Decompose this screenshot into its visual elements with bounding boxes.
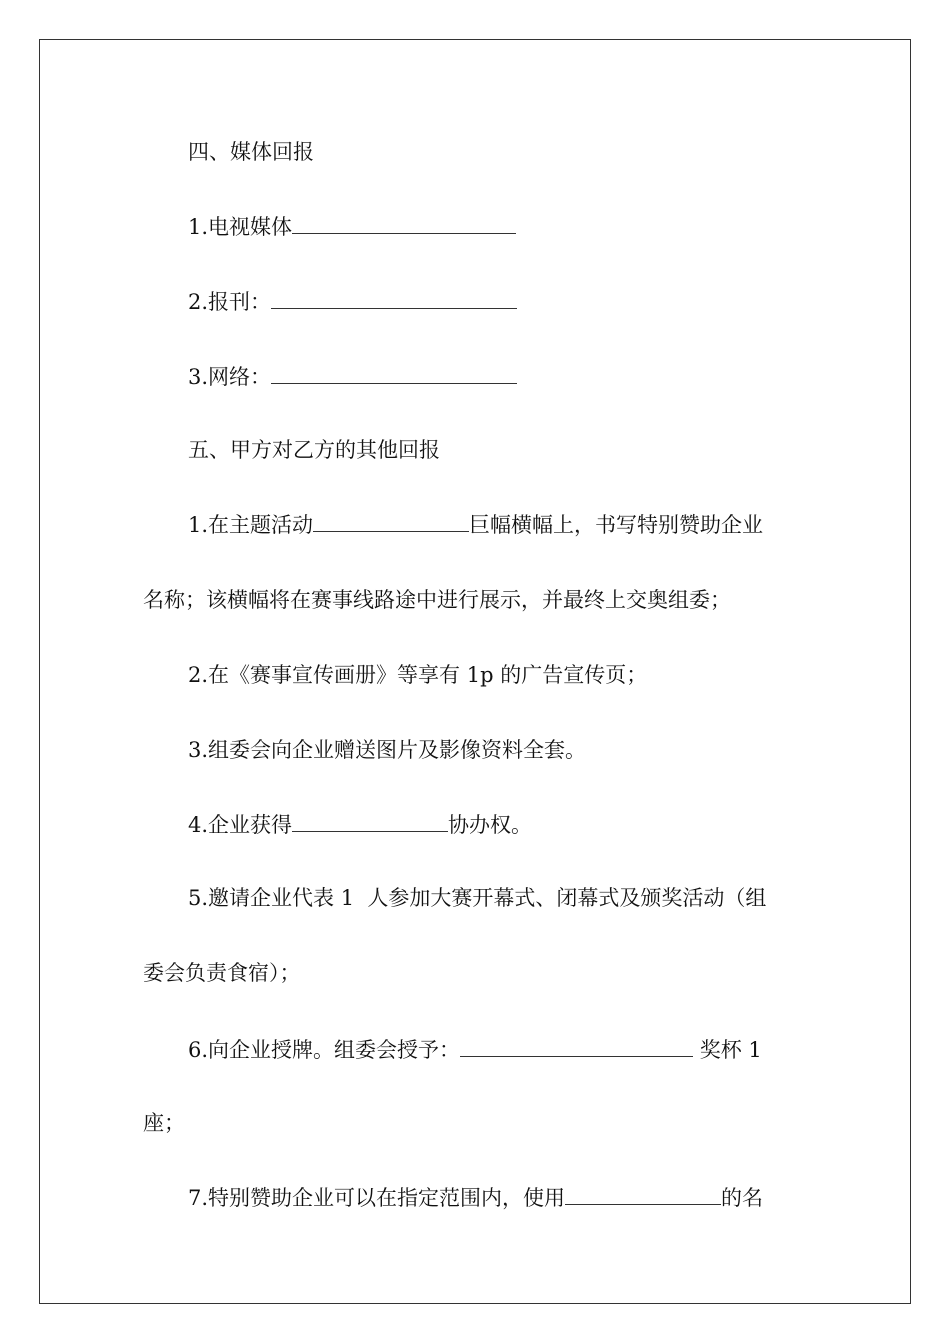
item-1-blank bbox=[313, 511, 469, 532]
item-7-blank bbox=[565, 1184, 721, 1205]
item-6-blank bbox=[460, 1036, 693, 1057]
item-2: 2.在《赛事宣传画册》等享有 1p 的广告宣传页； bbox=[188, 663, 648, 687]
section-4-heading: 四、媒体回报 bbox=[188, 140, 314, 164]
section-5-heading: 五、甲方对乙方的其他回报 bbox=[188, 438, 440, 462]
item-6: 6.向企业授牌。组委会授予： 奖杯 1 bbox=[188, 1038, 762, 1062]
web-blank bbox=[271, 363, 517, 384]
item-7: 7.特别赞助企业可以在指定范围内，使用 的名 bbox=[188, 1186, 764, 1210]
item-1-continuation: 名称；该横幅将在赛事线路途中进行展示，并最终上交奥组委； bbox=[143, 588, 731, 612]
item-4: 4.企业获得 协办权。 bbox=[188, 813, 533, 837]
item-4-blank bbox=[292, 811, 448, 832]
item-1: 1.在主题活动 巨幅横幅上，书写特别赞助企业 bbox=[188, 513, 764, 537]
item-5-continuation: 委会负责食宿）； bbox=[143, 961, 301, 985]
tv-blank bbox=[292, 213, 516, 234]
media-item-print: 2.报刊： bbox=[188, 288, 517, 316]
print-blank bbox=[271, 288, 517, 309]
item-6-continuation: 座； bbox=[143, 1111, 185, 1135]
item-5: 5.邀请企业代表 1 人参加大赛开幕式、闭幕式及颁奖活动（组 bbox=[188, 886, 767, 910]
item-3: 3.组委会向企业赠送图片及影像资料全套。 bbox=[188, 738, 587, 762]
media-item-web: 3.网络： bbox=[188, 363, 517, 391]
media-item-tv: 1.电视媒体 bbox=[188, 213, 516, 241]
